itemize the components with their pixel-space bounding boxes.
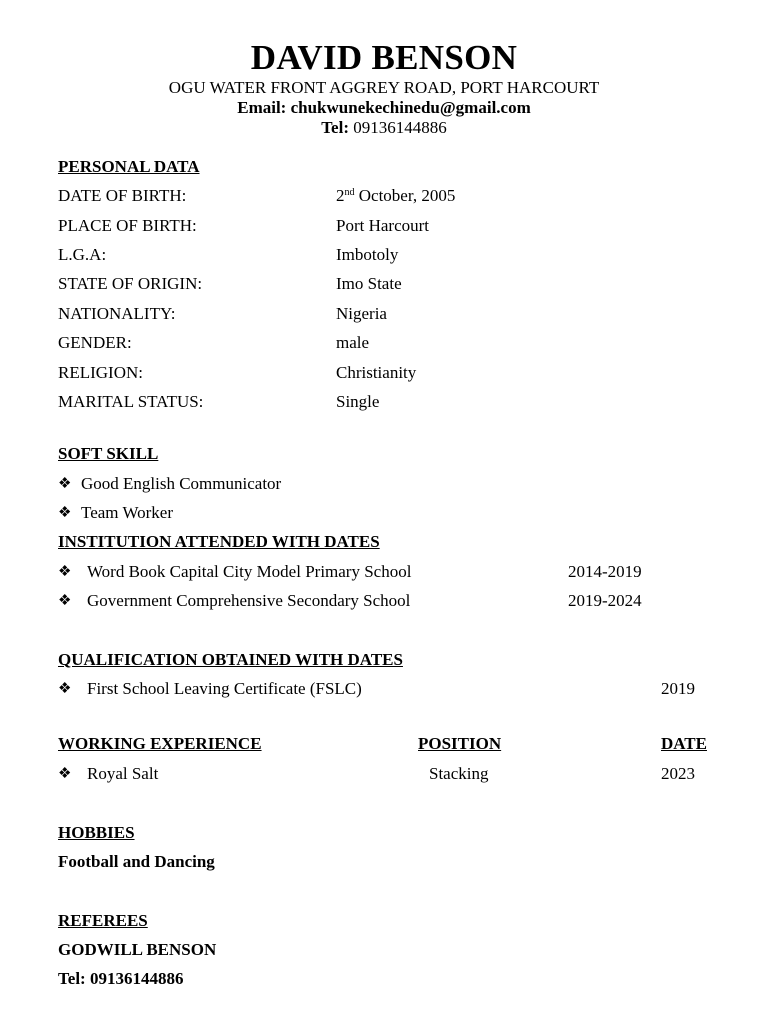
row-value: Nigeria bbox=[336, 304, 387, 323]
personal-data-heading: PERSONAL DATA bbox=[58, 157, 200, 176]
email-label: Email: bbox=[237, 98, 287, 117]
row-label: RELIGION: bbox=[58, 363, 143, 382]
qualification-name: First School Leaving Certificate (FSLC) bbox=[87, 679, 362, 698]
diamond-bullet-icon: ❖ bbox=[58, 564, 72, 580]
diamond-bullet-icon: ❖ bbox=[58, 766, 72, 782]
institution-dates: 2014-2019 bbox=[568, 562, 642, 581]
row-value: male bbox=[336, 333, 370, 352]
diamond-bullet-icon: ❖ bbox=[58, 505, 72, 521]
personal-data-row bbox=[0, 333, 768, 355]
tel-line bbox=[0, 118, 768, 138]
personal-data-row bbox=[0, 274, 768, 296]
list-item bbox=[0, 562, 768, 584]
institution-name: Government Comprehensive Secondary School bbox=[87, 591, 411, 610]
referee-tel: Tel: 09136144886 bbox=[58, 969, 184, 988]
row-value: Single bbox=[336, 392, 380, 411]
applicant-name: DAVID BENSON bbox=[250, 38, 518, 77]
row-label: GENDER: bbox=[58, 333, 132, 352]
skill-text: Good English Communicator bbox=[81, 474, 282, 493]
personal-data-row bbox=[0, 245, 768, 267]
tel-number: 09136144886 bbox=[353, 118, 447, 137]
row-value: Port Harcourt bbox=[336, 216, 430, 235]
employer-name: Royal Salt bbox=[87, 764, 159, 783]
row-value: Imo State bbox=[336, 274, 402, 293]
row-label: MARITAL STATUS: bbox=[58, 392, 204, 411]
list-item bbox=[0, 591, 768, 613]
qualification-heading: QUALIFICATION OBTAINED WITH DATES bbox=[58, 650, 403, 669]
row-label: STATE OF ORIGIN: bbox=[58, 274, 203, 293]
experience-heading: WORKING EXPERIENCE bbox=[58, 734, 262, 753]
experience-date: 2023 bbox=[661, 764, 695, 783]
row-label: L.G.A: bbox=[58, 245, 107, 264]
hobbies-text: Football and Dancing bbox=[58, 852, 215, 871]
row-value: Christianity bbox=[336, 363, 417, 382]
diamond-bullet-icon: ❖ bbox=[58, 681, 72, 697]
email-address: chukwunekechinedu@gmail.com bbox=[290, 98, 531, 117]
personal-data-row bbox=[0, 392, 768, 414]
soft-skill-heading: SOFT SKILL bbox=[58, 444, 159, 463]
list-item bbox=[0, 679, 768, 701]
tel-label: Tel: bbox=[321, 118, 349, 137]
row-label: PLACE OF BIRTH: bbox=[58, 216, 197, 235]
referee-name: GODWILL BENSON bbox=[58, 940, 217, 959]
dob-row bbox=[0, 186, 768, 208]
list-item bbox=[0, 503, 768, 525]
date-heading: DATE bbox=[661, 734, 707, 753]
list-item bbox=[0, 474, 768, 496]
diamond-bullet-icon: ❖ bbox=[58, 593, 72, 609]
skill-text: Team Worker bbox=[81, 503, 174, 522]
row-value: Imbotoly bbox=[336, 245, 399, 264]
hobbies-heading: HOBBIES bbox=[58, 823, 135, 842]
dob-value: 2nd October, 2005 bbox=[336, 186, 456, 205]
list-item bbox=[0, 764, 768, 786]
email-line bbox=[0, 98, 768, 118]
dob-label: DATE OF BIRTH: bbox=[58, 186, 187, 205]
referees-heading: REFEREES bbox=[58, 911, 148, 930]
institution-name: Word Book Capital City Model Primary School bbox=[87, 562, 412, 581]
diamond-bullet-icon: ❖ bbox=[58, 476, 72, 492]
institution-dates: 2019-2024 bbox=[568, 591, 642, 610]
address: OGU WATER FRONT AGGREY ROAD, PORT HARCOURT bbox=[168, 78, 600, 97]
position-value: Stacking bbox=[429, 764, 489, 783]
personal-data-row bbox=[0, 363, 768, 385]
position-heading: POSITION bbox=[418, 734, 502, 753]
personal-data-row bbox=[0, 304, 768, 326]
personal-data-row bbox=[0, 216, 768, 238]
qualification-date: 2019 bbox=[661, 679, 695, 698]
institution-heading: INSTITUTION ATTENDED WITH DATES bbox=[58, 532, 380, 551]
row-label: NATIONALITY: bbox=[58, 304, 176, 323]
